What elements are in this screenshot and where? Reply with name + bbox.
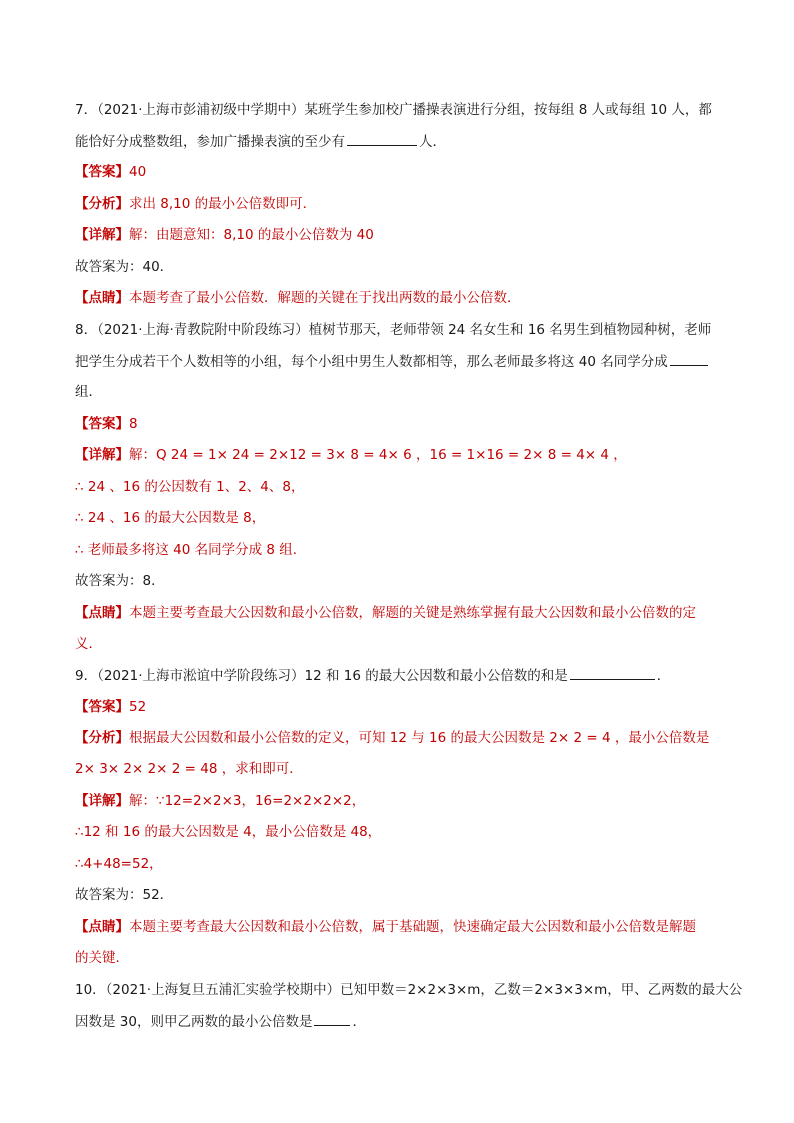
answer-value: 52 (129, 699, 147, 715)
q9-analysis (75, 728, 725, 748)
answer-value: 8 (129, 416, 138, 432)
q7-answer (75, 162, 725, 182)
detail-text: 解：由题意知：8,10 的最小公倍数为 40 (129, 227, 374, 243)
q8-answer-blank (670, 351, 708, 366)
q10-stem-line1: 10．（2021·上海复旦五浦汇实验学校期中）已知甲数＝2×2×3×m，乙数＝2×3×3×m，甲、乙两数的最大公 (75, 982, 743, 998)
answer-label: 【答案】 (75, 416, 129, 432)
q8-so: 故答案为：8． (75, 573, 165, 589)
q9-detail (75, 791, 725, 811)
q8-step1: ∴ 24 、16 的公因数有 1、2、4、8， (75, 479, 305, 495)
detail-label: 【详解】 (75, 447, 129, 463)
q8-step3: ∴ 老师最多将这 40 名同学分成 8 组． (75, 542, 307, 558)
detail-label: 【详解】 (75, 227, 129, 243)
q9-analysis-line2: 2× 3× 2× 2× 2 = 48 ，求和即可． (75, 761, 303, 777)
answer-label: 【答案】 (75, 699, 129, 715)
q9-answer-blank (570, 665, 655, 680)
q7-so: 故答案为：40． (75, 259, 174, 275)
comment-text: 本题考查了最小公倍数．解题的关键在于找出两数的最小公倍数． (129, 290, 521, 306)
q8-step2: ∴ 24 、16 的最大公因数是 8， (75, 510, 266, 526)
q8-stem-line2 (75, 351, 725, 372)
q8-comment-line2: 义． (75, 636, 102, 652)
analysis-label: 【分析】 (75, 730, 129, 746)
q8-answer (75, 414, 725, 434)
q9-answer (75, 697, 725, 717)
comment-label: 【点睛】 (75, 290, 129, 306)
q10-stem-text: 因数是 30，则甲乙两数的最小公倍数是 (75, 1014, 313, 1030)
q10-answer-blank (314, 1011, 350, 1026)
q9-step1: ∴12 和 16 的最大公因数是 4，最小公倍数是 48， (75, 824, 382, 840)
comment-text: 本题主要考查最大公因数和最小公倍数，解题的关键是熟练掌握有最大公因数和最小公倍数的定 (129, 605, 696, 621)
q9-so: 故答案为：52． (75, 887, 174, 903)
detail-text: 解：Q 24 = 1× 24 = 2×12 = 3× 8 = 4× 6 ，16 = 1×16 = 2× 8 = 4× 4 ， (129, 447, 627, 463)
q9-stem-text: 9．（2021·上海市淞谊中学阶段练习）12 和 16 的最大公因数和最小公倍数的和是 (75, 668, 568, 684)
q7-analysis (75, 194, 725, 214)
q10-stem-line2 (75, 1011, 725, 1032)
q9-stem (75, 665, 725, 686)
q8-detail (75, 445, 725, 465)
q8-stem-line1: 8．（2021·上海·青教院附中阶段练习）植树节那天，老师带领 24 名女生和 16 名男生到植物园种树，老师 (75, 322, 712, 338)
q7-comment (75, 288, 725, 308)
q8-stem-text: 把学生分成若干个人数相等的小组，每个小组中男生人数都相等，那么老师最多将这 40 名同学分成 (75, 354, 668, 370)
q7-answer-blank (347, 131, 417, 146)
comment-text: 本题主要考查最大公因数和最小公倍数，属于基础题，快速确定最大公因数和最小公倍数是解题 (129, 919, 696, 935)
q8-comment (75, 603, 725, 623)
q7-detail (75, 225, 725, 245)
detail-label: 【详解】 (75, 793, 129, 809)
analysis-label: 【分析】 (75, 196, 129, 212)
q9-comment (75, 917, 725, 937)
q9-stem-end: ． (656, 668, 671, 684)
answer-label: 【答案】 (75, 164, 129, 180)
comment-label: 【点睛】 (75, 605, 129, 621)
q7-stem-line1: 7．（2021·上海市彭浦初级中学期中）某班学生参加校广播操表演进行分组，按每组 8 人或每组 10 人，都 (75, 102, 712, 118)
comment-label: 【点睛】 (75, 919, 129, 935)
q8-stem-line3: 组． (75, 384, 102, 400)
q7-stem-end: 人． (419, 134, 446, 150)
analysis-text: 根据最大公因数和最小公倍数的定义，可知 12 与 16 的最大公因数是 2× 2 = 4 ，最小公倍数是 (129, 730, 710, 746)
q9-comment-line2: 的关键． (75, 950, 129, 966)
q9-step2: ∴4+48=52， (75, 856, 163, 872)
analysis-text: 求出 8,10 的最小公倍数即可． (129, 196, 317, 212)
detail-text: 解：∵12=2×2×3，16=2×2×2×2， (129, 793, 366, 809)
answer-value: 40 (129, 164, 147, 180)
q10-stem-end: ． (352, 1014, 366, 1030)
q7-stem-line2 (75, 131, 725, 152)
q7-stem-text: 能恰好分成整数组，参加广播操表演的至少有 (75, 134, 345, 150)
